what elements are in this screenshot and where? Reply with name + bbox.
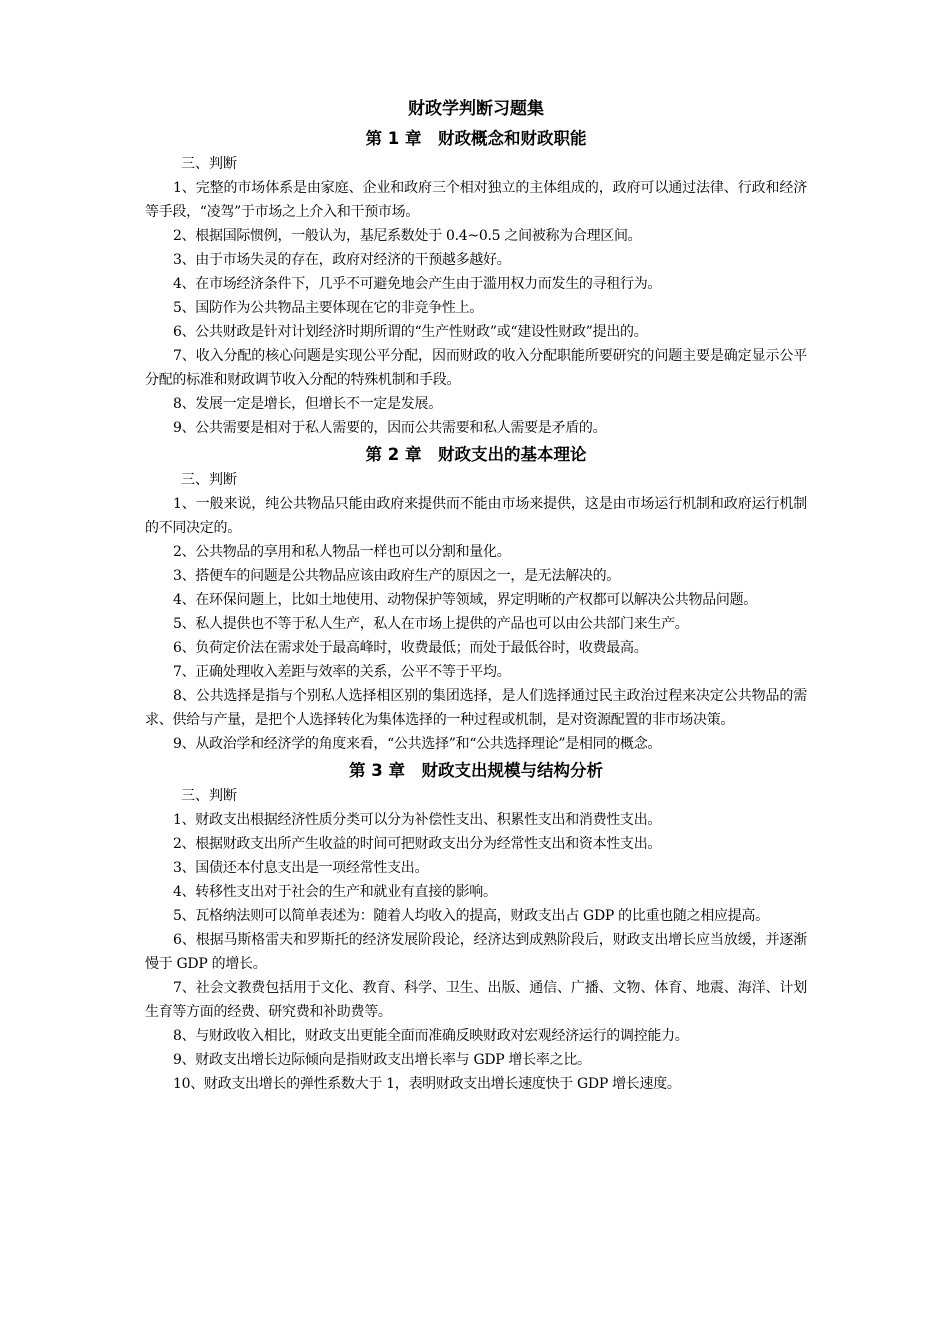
question-item: 8、公共选择是指与个别私人选择相区别的集团选择，是人们选择通过民主政治过程来决定公共物品的需求、供给与产量，是把个人选择转化为集体选择的一种过程或机制，是对资源配置的非市场决策。 [145, 688, 807, 728]
question-item: 7、社会文教费包括用于文化、教育、科学、卫生、出版、通信、广播、文物、体育、地震、海洋、计划生育等方面的经费、研究费和补助费等。 [145, 980, 807, 1020]
question-item: 2、公共物品的享用和私人物品一样也可以分割和量化。 [173, 544, 511, 560]
question-item: 9、财政支出增长边际倾向是指财政支出增长率与 GDP 增长率之比。 [173, 1052, 591, 1068]
question-item: 2、根据财政支出所产生收益的时间可把财政支出分为经常性支出和资本性支出。 [173, 836, 662, 852]
question-item: 9、从政治学和经济学的角度来看，“公共选择”和“公共选择理论”是相同的概念。 [173, 736, 662, 752]
chapter-heading: 第 3 章 财政支出规模与结构分析 [349, 761, 603, 780]
question-item: 1、财政支出根据经济性质分类可以分为补偿性支出、积累性支出和消费性支出。 [173, 812, 662, 828]
question-item: 8、发展一定是增长，但增长不一定是发展。 [173, 396, 442, 412]
question-item: 9、公共需要是相对于私人需要的，因而公共需要和私人需要是矛盾的。 [173, 420, 607, 436]
question-item: 5、国防作为公共物品主要体现在它的非竞争性上。 [173, 300, 484, 316]
question-item: 6、公共财政是针对计划经济时期所谓的“生产性财政”或“建设性财政”提出的。 [173, 324, 648, 340]
question-item: 7、收入分配的核心问题是实现公平分配，因而财政的收入分配职能所要研究的问题主要是确定显示公平分配的标准和财政调节收入分配的特殊机制和手段。 [145, 348, 807, 388]
question-item: 6、负荷定价法在需求处于最高峰时，收费最低；而处于最低谷时，收费最高。 [173, 640, 648, 656]
question-item: 10、财政支出增长的弹性系数大于 1，表明财政支出增长速度快于 GDP 增长速度。 [173, 1076, 681, 1092]
chapter-heading: 第 2 章 财政支出的基本理论 [365, 445, 587, 464]
chapter-heading: 第 1 章 财政概念和财政职能 [365, 129, 587, 148]
question-item: 8、与财政收入相比，财政支出更能全面而准确反映财政对宏观经济运行的调控能力。 [173, 1028, 689, 1044]
chapter-3 [145, 758, 807, 1096]
question-item: 1、一般来说，纯公共物品只能由政府来提供而不能由市场来提供，这是由市场运行机制和政府运行机制的不同决定的。 [145, 496, 807, 536]
document-title: 财政学判断习题集 [408, 99, 544, 119]
question-item: 1、完整的市场体系是由家庭、企业和政府三个相对独立的主体组成的，政府可以通过法律、行政和经济等手段，“凌驾”于市场之上介入和干预市场。 [145, 180, 807, 220]
section-label: 三、判断 [181, 788, 237, 804]
question-item: 5、瓦格纳法则可以简单表述为：随着人均收入的提高，财政支出占 GDP 的比重也随之相应提高。 [173, 908, 769, 924]
question-item: 6、根据马斯格雷夫和罗斯托的经济发展阶段论，经济达到成熟阶段后，财政支出增长应当放缓，并逐渐慢于 GDP 的增长。 [145, 932, 807, 972]
chapter-1 [145, 126, 807, 440]
question-item: 3、国债还本付息支出是一项经常性支出。 [173, 860, 429, 876]
question-item: 4、转移性支出对于社会的生产和就业有直接的影响。 [173, 884, 497, 900]
question-item: 3、搭便车的问题是公共物品应该由政府生产的原因之一，是无法解决的。 [173, 568, 621, 584]
question-item: 5、私人提供也不等于私人生产，私人在市场上提供的产品也可以由公共部门来生产。 [173, 616, 689, 632]
document-content [145, 96, 807, 1096]
section-label: 三、判断 [181, 472, 237, 488]
question-item: 4、在环保问题上，比如土地使用、动物保护等领域，界定明晰的产权都可以解决公共物品问题。 [173, 592, 758, 608]
question-item: 3、由于市场失灵的存在，政府对经济的干预越多越好。 [173, 252, 511, 268]
chapter-2 [145, 442, 807, 756]
question-item: 2、根据国际惯例，一般认为，基尼系数处于 0.4~0.5 之间被称为合理区间。 [173, 228, 642, 244]
section-label: 三、判断 [181, 156, 237, 172]
question-item: 4、在市场经济条件下，几乎不可避免地会产生由于滥用权力而发生的寻租行为。 [173, 276, 662, 292]
question-item: 7、正确处理收入差距与效率的关系，公平不等于平均。 [173, 664, 511, 680]
